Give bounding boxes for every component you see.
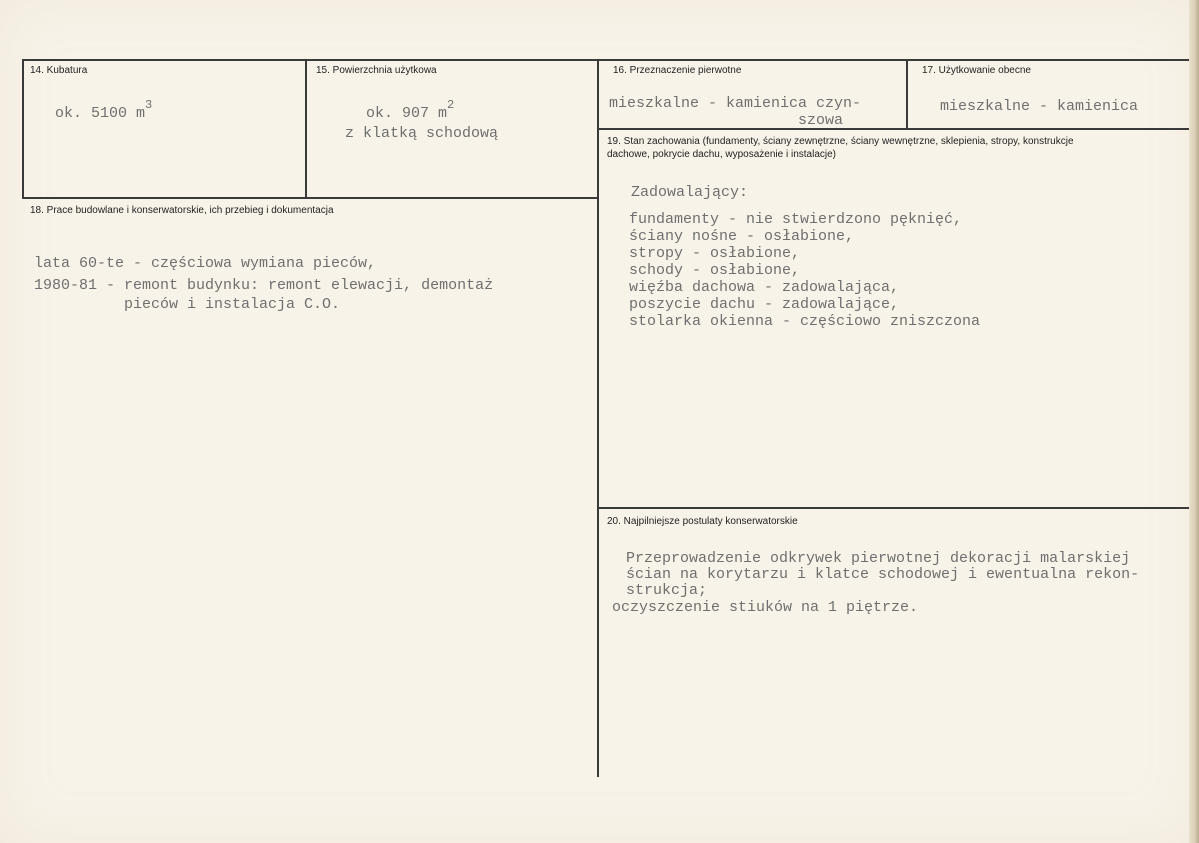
field-20-label: 20. Najpilniejsze postulaty konserwatorskie (607, 516, 798, 527)
field-18-label: 18. Prace budowlane i konserwatorskie, ich przebieg i dokumentacja (30, 205, 334, 216)
field-20-line: strukcja; (626, 582, 708, 599)
field-19-line: stolarka okienna - częściowo zniszczona (629, 313, 981, 330)
field-19-line: poszycie dachu - zadowalające, (629, 296, 900, 313)
field-19-line: więźba dachowa - zadowalająca, (629, 279, 900, 296)
field-19-heading: Zadowalający: (631, 184, 749, 201)
field-17-label: 17. Użytkowanie obecne (922, 65, 1031, 76)
field-14-label: 14. Kubatura (30, 65, 88, 76)
row3-rule-right (598, 507, 1189, 509)
field-17-value: mieszkalne - kamienica (940, 98, 1139, 115)
row1-rule-right (598, 128, 1189, 130)
center-divider (597, 59, 599, 777)
field-19-line: fundamenty - nie stwierdzono pęknięć, (629, 211, 963, 228)
field-20-line: oczyszczenie stiuków na 1 piętrze. (612, 599, 919, 616)
field-19-line: schody - osłabione, (629, 262, 801, 279)
top-rule (22, 59, 1189, 61)
field-15-value: ok. 907 $m^2$ (366, 98, 455, 122)
field-14-value: ok. 5100 $m^3$ (55, 98, 153, 122)
field-18-line: pieców i instalacja C.O. (34, 296, 341, 313)
field-19-line: stropy - osłabione, (629, 245, 801, 262)
field-16-label: 16. Przeznaczenie pierwotne (613, 65, 742, 76)
field-16-line1: mieszkalne - kamienica czyn- (609, 95, 862, 112)
divider-16-17 (906, 59, 908, 129)
field-20-line: ścian na korytarzu i klatce schodowej i ewentualna rekon- (626, 566, 1140, 583)
field-15-label: 15. Powierzchnia użytkowa (316, 65, 437, 76)
field-20-line: Przeprowadzenie odkrywek pierwotnej dekoracji malarskiej (626, 550, 1131, 567)
field-15-line2: z klatką schodową (345, 125, 499, 142)
field-18-line: 1980-81 - remont budynku: remont elewacji, demontaż (34, 277, 494, 294)
field-19-line: ściany nośne - osłabione, (629, 228, 855, 245)
card-edge (1189, 0, 1199, 843)
row1-rule-left (22, 197, 599, 199)
field-16-line2: szowa (798, 112, 844, 129)
left-border (22, 59, 24, 199)
field-19-label: 19. Stan zachowania (fundamenty, ściany zewnętrzne, ściany wewnętrzne, sklepienia, stropy, konstrukcje dachowe, pokrycie dachu, wyposażenie i instalacje) (607, 136, 1074, 160)
field-18-line: lata 60-te - częściowa wymiana pieców, (34, 255, 377, 272)
divider-14-15 (305, 59, 307, 199)
